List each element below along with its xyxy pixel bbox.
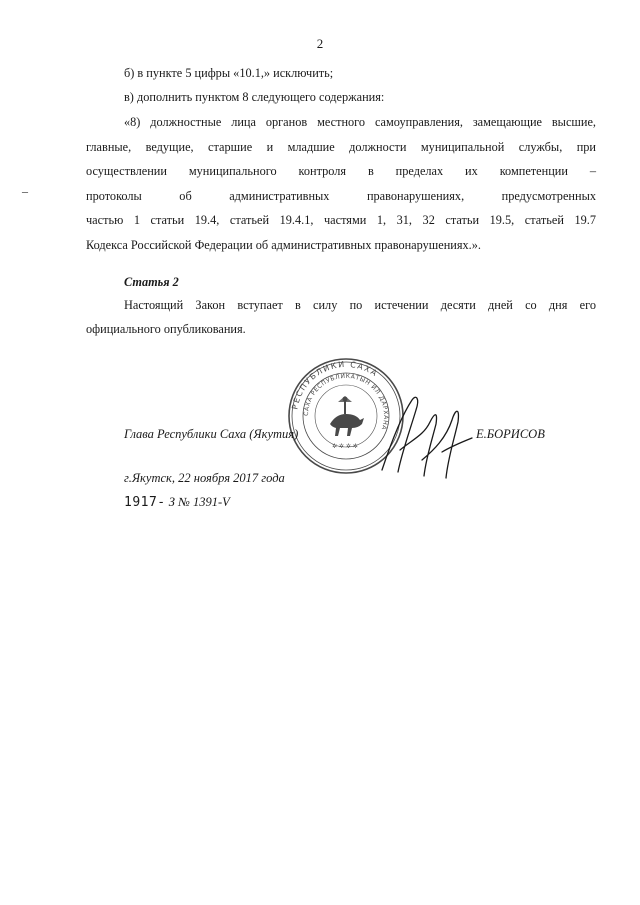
svg-text:✲ ✲ ✲ ✲: ✲ ✲ ✲ ✲ xyxy=(332,443,358,450)
paragraph-8-line-4: протоколы об административных правонарушениях, предусмотренных xyxy=(86,189,596,203)
item-b: б) в пункте 5 цифры «10.1,» исключить; xyxy=(124,66,334,80)
article-2-line-1: Настоящий Закон вступает в силу по истечении десяти дней со дня его xyxy=(124,298,596,312)
signatory-name: Е.БОРИСОВ xyxy=(476,427,545,441)
handwritten-signature-icon xyxy=(372,380,482,490)
paragraph-8-line-6: Кодекса Российской Федерации об административных правонарушениях.». xyxy=(86,238,481,252)
item-v: в) дополнить пунктом 8 следующего содержания: xyxy=(124,90,385,104)
paragraph-8-line-5: частью 1 статьи 19.4, статьей 19.4.1, частями 1, 31, 32 статьи 19.5, статьей 19.7 xyxy=(86,213,596,227)
page-number: 2 xyxy=(316,36,324,51)
registration-number xyxy=(124,495,230,510)
paragraph-8-line-3: осуществлении муниципального контроля в пределах их компетенции – xyxy=(86,164,596,178)
registration-prefix: 1917- xyxy=(124,495,166,510)
paragraph-8-line-2: главные, ведущие, старшие и младшие должности муниципальной службы, при xyxy=(86,140,596,154)
place-and-date: г.Якутск, 22 ноября 2017 года xyxy=(124,471,285,485)
paragraph-8-line-1: «8) должностные лица органов местного самоуправления, замещающие высшие, xyxy=(124,115,596,129)
svg-text:РЕСПУБЛИКИ САХА: РЕСПУБЛИКИ САХА xyxy=(290,359,380,411)
registration-code: З № 1391-V xyxy=(168,495,230,509)
article-2-line-2: официального опубликования. xyxy=(86,322,246,336)
margin-dash: – xyxy=(22,184,28,198)
svg-text:САХА РЕСПУБЛИКАТЫН ИЛ ДАРХАНА: САХА РЕСПУБЛИКАТЫН ИЛ ДАРХАНА xyxy=(302,372,390,431)
signatory-title: Глава Республики Саха (Якутия) xyxy=(124,427,299,441)
article-2-heading: Статья 2 xyxy=(124,275,179,289)
